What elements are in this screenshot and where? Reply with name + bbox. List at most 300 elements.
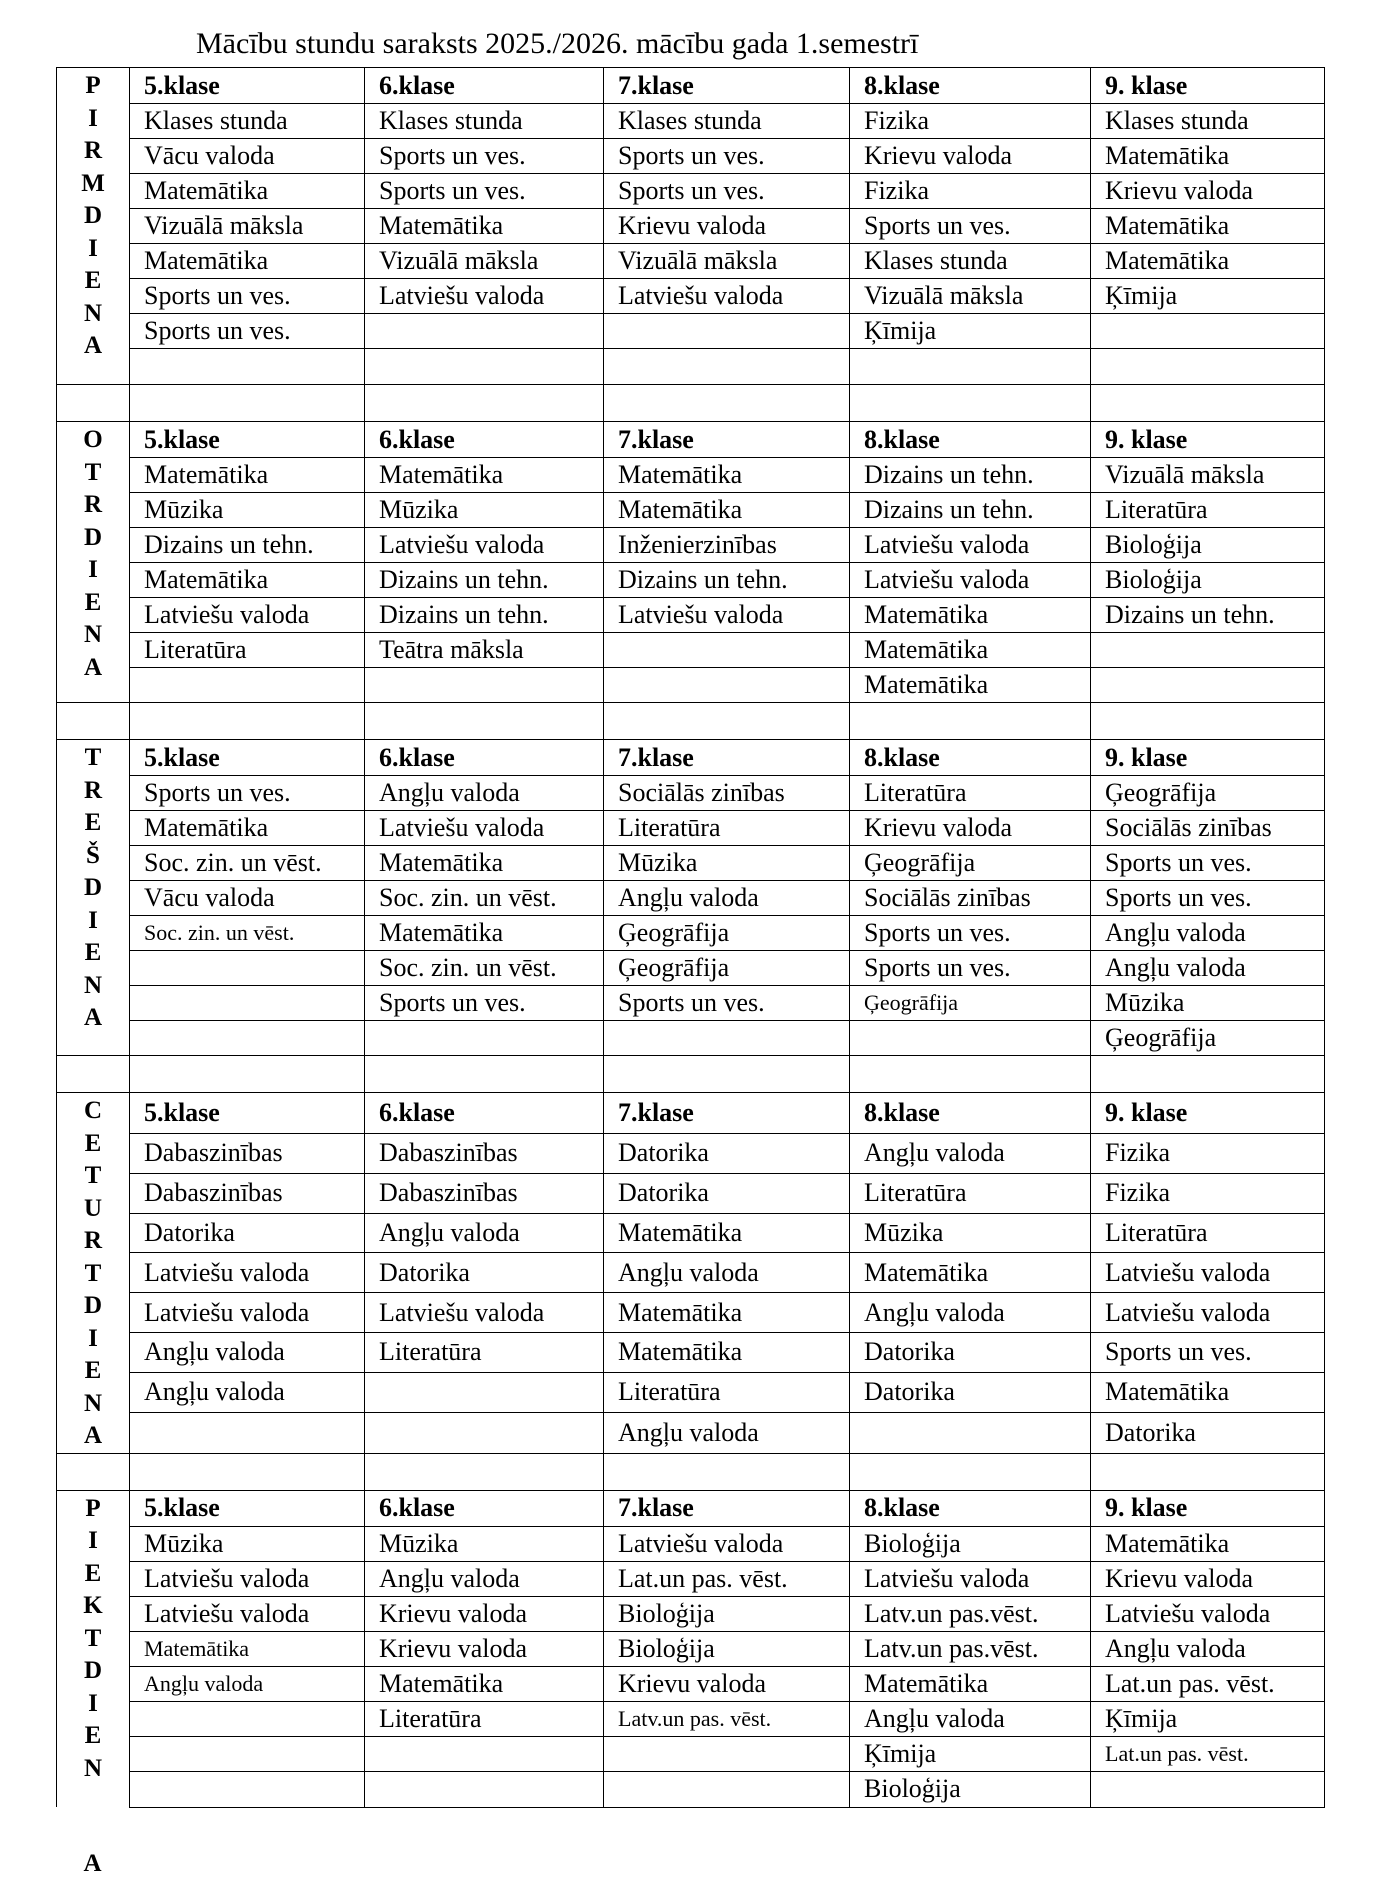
lesson-cell: Sports un ves. <box>130 314 365 349</box>
lesson-cell <box>130 1701 365 1736</box>
lesson-cell: Sociālās zinības <box>1091 811 1325 846</box>
day-separator-row <box>57 1056 1325 1093</box>
separator-cell <box>57 1453 130 1490</box>
lesson-cell: Mūzika <box>850 1213 1091 1253</box>
lesson-cell: Matemātika <box>365 846 604 881</box>
schedule-table <box>56 67 1325 1808</box>
lesson-cell: Vizuālā māksla <box>365 244 604 279</box>
lesson-cell: Sociālās zinības <box>604 776 850 811</box>
lesson-cell <box>130 1021 365 1056</box>
lesson-cell: Dizains un tehn. <box>365 563 604 598</box>
lesson-cell <box>365 1372 604 1412</box>
lesson-cell <box>130 1736 365 1771</box>
lesson-row <box>57 458 1325 493</box>
day-name-letter: R <box>83 776 103 804</box>
lesson-row <box>57 1293 1325 1333</box>
lesson-cell: Matemātika <box>130 811 365 846</box>
lesson-row <box>57 279 1325 314</box>
day-name-letter: A <box>83 332 103 359</box>
lesson-cell: Matemātika <box>850 1253 1091 1293</box>
lesson-cell: Angļu valoda <box>130 1372 365 1412</box>
lesson-cell <box>850 1021 1091 1056</box>
separator-cell <box>604 1056 850 1093</box>
lesson-cell: Sports un ves. <box>1091 1332 1325 1372</box>
lesson-cell <box>1091 349 1325 385</box>
day-name-letter: D <box>83 202 103 229</box>
day-name-letter: N <box>83 971 103 999</box>
day-separator-row <box>57 1453 1325 1490</box>
lesson-cell: Ģeogrāfija <box>604 951 850 986</box>
lesson-row <box>57 1771 1325 1807</box>
lesson-cell: Latviešu valoda <box>365 811 604 846</box>
class-header-cell: 6.klase <box>365 68 604 104</box>
lesson-cell: Latviešu valoda <box>1091 1293 1325 1333</box>
day-name-cell <box>57 1490 130 1807</box>
class-header-cell: 8.klase <box>850 740 1091 776</box>
lesson-row <box>57 1412 1325 1453</box>
lesson-cell: Klases stunda <box>850 244 1091 279</box>
lesson-cell: Angļu valoda <box>604 881 850 916</box>
lesson-cell: Lat.un pas. vēst. <box>1091 1666 1325 1701</box>
lesson-row <box>57 1133 1325 1173</box>
lesson-cell: Matemātika <box>130 244 365 279</box>
lesson-cell: Soc. zin. un vēst. <box>130 916 365 951</box>
lesson-row <box>57 1631 1325 1666</box>
lesson-cell <box>1091 314 1325 349</box>
lesson-cell: Krievu valoda <box>604 209 850 244</box>
lesson-row <box>57 881 1325 916</box>
lesson-cell: Matemātika <box>130 563 365 598</box>
lesson-cell: Latviešu valoda <box>365 279 604 314</box>
lesson-row <box>57 598 1325 633</box>
separator-cell <box>850 385 1091 422</box>
lesson-row <box>57 528 1325 563</box>
lesson-cell: Soc. zin. un vēst. <box>130 846 365 881</box>
day-name-letter: P <box>85 72 101 99</box>
class-header-cell: 8.klase <box>850 422 1091 458</box>
day-name-cell <box>57 740 130 1056</box>
separator-cell <box>365 385 604 422</box>
lesson-row <box>57 1213 1325 1253</box>
day-name-cell <box>57 1093 130 1454</box>
lesson-cell: Dabaszinības <box>365 1133 604 1173</box>
lesson-cell: Dizains un tehn. <box>365 598 604 633</box>
day-name-letter: Š <box>86 841 100 869</box>
lesson-cell <box>130 986 365 1021</box>
separator-cell <box>365 1453 604 1490</box>
lesson-cell: Sports un ves. <box>604 986 850 1021</box>
day-header-row <box>57 68 1325 104</box>
day-separator-row <box>57 385 1325 422</box>
lesson-cell: Matemātika <box>1091 209 1325 244</box>
lesson-cell <box>604 668 850 703</box>
lesson-cell: Dizains un tehn. <box>850 458 1091 493</box>
lesson-cell: Matemātika <box>130 174 365 209</box>
class-header-cell: 5.klase <box>130 1490 365 1526</box>
class-header-cell: 7.klase <box>604 1093 850 1134</box>
day-name-letter: K <box>83 1592 103 1619</box>
lesson-cell: Mūzika <box>604 846 850 881</box>
day-name-letter: O <box>83 426 103 453</box>
day-name-letter: C <box>83 1097 103 1124</box>
lesson-cell: Mūzika <box>130 1526 365 1561</box>
lesson-row <box>57 1701 1325 1736</box>
lesson-cell <box>365 1771 604 1807</box>
lesson-cell: Angļu valoda <box>365 1213 604 1253</box>
separator-cell <box>130 1453 365 1490</box>
lesson-cell: Klases stunda <box>365 104 604 139</box>
lesson-row <box>57 1253 1325 1293</box>
day-name-letter: I <box>88 1324 98 1352</box>
lesson-cell: Bioloģija <box>1091 563 1325 598</box>
lesson-cell: Matemātika <box>1091 1526 1325 1561</box>
lesson-row <box>57 1332 1325 1372</box>
separator-cell <box>130 703 365 740</box>
lesson-cell: Angļu valoda <box>850 1701 1091 1736</box>
lesson-cell <box>1091 668 1325 703</box>
lesson-cell: Vācu valoda <box>130 881 365 916</box>
day-name-letter: E <box>84 939 102 966</box>
lesson-cell: Fizika <box>1091 1173 1325 1213</box>
day-name-letter: I <box>88 234 98 262</box>
lesson-row <box>57 986 1325 1021</box>
lesson-row <box>57 1596 1325 1631</box>
day-name-letter: T <box>84 458 102 486</box>
day-name-letter: E <box>84 588 102 616</box>
day-name-letter: R <box>83 137 103 164</box>
class-header-cell: 5.klase <box>130 68 365 104</box>
lesson-cell: Angļu valoda <box>850 1293 1091 1333</box>
class-header-cell: 7.klase <box>604 740 850 776</box>
lesson-cell: Matemātika <box>130 458 365 493</box>
lesson-cell: Klases stunda <box>130 104 365 139</box>
lesson-cell: Angļu valoda <box>365 1561 604 1596</box>
lesson-cell: Dizains un tehn. <box>850 493 1091 528</box>
lesson-cell: Ģeogrāfija <box>850 986 1091 1021</box>
class-header-cell: 6.klase <box>365 1093 604 1134</box>
lesson-cell: Matemātika <box>604 458 850 493</box>
day-name-letter: T <box>84 1624 102 1652</box>
class-header-cell: 7.klase <box>604 1490 850 1526</box>
lesson-cell: Sports un ves. <box>365 986 604 1021</box>
lesson-cell: Dizains un tehn. <box>1091 598 1325 633</box>
lesson-cell: Datorika <box>850 1372 1091 1412</box>
lesson-cell: Matemātika <box>1091 139 1325 174</box>
lesson-cell: Bioloģija <box>1091 528 1325 563</box>
lesson-cell <box>1091 633 1325 668</box>
day-name-letter: T <box>84 1162 102 1189</box>
lesson-cell: Matemātika <box>850 1666 1091 1701</box>
lesson-cell: Sports un ves. <box>604 174 850 209</box>
day-header-row <box>57 740 1325 776</box>
separator-cell <box>57 703 130 740</box>
lesson-cell: Klases stunda <box>604 104 850 139</box>
day-name-letter: I <box>88 104 98 132</box>
lesson-cell: Datorika <box>604 1133 850 1173</box>
lesson-cell: Matemātika <box>604 1332 850 1372</box>
lesson-cell: Literatūra <box>130 633 365 668</box>
lesson-cell: Ģeogrāfija <box>850 846 1091 881</box>
lesson-row <box>57 1526 1325 1561</box>
lesson-cell: Latviešu valoda <box>130 1596 365 1631</box>
lesson-cell <box>130 668 365 703</box>
lesson-cell: Sports un ves. <box>1091 881 1325 916</box>
day-header-row <box>57 1093 1325 1134</box>
lesson-cell: Mūzika <box>1091 986 1325 1021</box>
lesson-row <box>57 1561 1325 1596</box>
class-header-cell: 7.klase <box>604 68 850 104</box>
lesson-cell: Latviešu valoda <box>850 528 1091 563</box>
lesson-cell: Soc. zin. un vēst. <box>365 881 604 916</box>
lesson-cell: Fizika <box>1091 1133 1325 1173</box>
lesson-cell: Krievu valoda <box>365 1631 604 1666</box>
separator-cell <box>57 1056 130 1093</box>
lesson-row <box>57 633 1325 668</box>
lesson-cell <box>365 314 604 349</box>
lesson-cell: Bioloģija <box>850 1526 1091 1561</box>
lesson-cell: Literatūra <box>365 1701 604 1736</box>
lesson-cell: Matemātika <box>604 1293 850 1333</box>
lesson-row <box>57 314 1325 349</box>
lesson-cell <box>604 633 850 668</box>
lesson-cell: Sports un ves. <box>130 776 365 811</box>
lesson-row <box>57 493 1325 528</box>
lesson-cell: Literatūra <box>365 1332 604 1372</box>
day-name-letter: N <box>83 1754 103 1782</box>
class-header-cell: 6.klase <box>365 422 604 458</box>
lesson-cell: Krievu valoda <box>604 1666 850 1701</box>
day-name-letter: A <box>83 1004 103 1031</box>
lesson-row <box>57 1666 1325 1701</box>
class-header-cell: 5.klase <box>130 740 365 776</box>
class-header-cell: 9. klase <box>1091 740 1325 776</box>
lesson-row <box>57 1021 1325 1056</box>
lesson-cell: Matemātika <box>604 493 850 528</box>
lesson-cell: Dabaszinības <box>130 1133 365 1173</box>
lesson-cell: Latviešu valoda <box>130 1293 365 1333</box>
day-name-letter: R <box>83 491 103 518</box>
lesson-cell: Angļu valoda <box>130 1666 365 1701</box>
lesson-cell: Sports un ves. <box>130 279 365 314</box>
lesson-cell: Sports un ves. <box>1091 846 1325 881</box>
lesson-row <box>57 846 1325 881</box>
lesson-cell: Mūzika <box>365 493 604 528</box>
separator-cell <box>365 1056 604 1093</box>
lesson-cell <box>850 349 1091 385</box>
lesson-cell <box>604 314 850 349</box>
day-header-row <box>57 1490 1325 1526</box>
lesson-cell: Angļu valoda <box>365 776 604 811</box>
lesson-cell: Krievu valoda <box>1091 174 1325 209</box>
class-header-cell: 8.klase <box>850 1490 1091 1526</box>
lesson-cell: Matemātika <box>130 1631 365 1666</box>
lesson-cell: Sports un ves. <box>365 139 604 174</box>
lesson-cell: Fizika <box>850 104 1091 139</box>
lesson-row <box>57 951 1325 986</box>
day-name-letter: D <box>83 523 103 551</box>
lesson-cell <box>130 1412 365 1453</box>
lesson-row <box>57 811 1325 846</box>
lesson-cell: Ķīmija <box>1091 1701 1325 1736</box>
lesson-cell: Ķīmija <box>850 314 1091 349</box>
separator-cell <box>57 385 130 422</box>
lesson-row <box>57 244 1325 279</box>
lesson-cell: Krievu valoda <box>1091 1561 1325 1596</box>
day-name-letter: I <box>88 1689 98 1717</box>
lesson-cell: Matemātika <box>365 1666 604 1701</box>
separator-cell <box>604 1453 850 1490</box>
lesson-cell: Latviešu valoda <box>365 528 604 563</box>
lesson-cell <box>130 951 365 986</box>
separator-cell <box>1091 385 1325 422</box>
lesson-cell: Matemātika <box>1091 1372 1325 1412</box>
lesson-cell <box>130 349 365 385</box>
day-name-letter: P <box>85 1494 101 1522</box>
lesson-cell: Latviešu valoda <box>1091 1596 1325 1631</box>
separator-cell <box>365 703 604 740</box>
lesson-cell: Ģeogrāfija <box>1091 1021 1325 1056</box>
lesson-cell <box>850 1412 1091 1453</box>
day-name-cell <box>57 68 130 385</box>
lesson-cell <box>365 1736 604 1771</box>
lesson-row <box>57 104 1325 139</box>
lesson-cell: Literatūra <box>850 1173 1091 1213</box>
day-name-letter: N <box>83 299 103 327</box>
lesson-row <box>57 1372 1325 1412</box>
lesson-cell: Matemātika <box>1091 244 1325 279</box>
lesson-cell: Dabaszinības <box>365 1173 604 1213</box>
lesson-cell <box>604 349 850 385</box>
lesson-cell: Datorika <box>130 1213 365 1253</box>
lesson-cell: Literatūra <box>604 1372 850 1412</box>
lesson-cell: Latviešu valoda <box>850 1561 1091 1596</box>
lesson-cell: Teātra māksla <box>365 633 604 668</box>
separator-cell <box>1091 1453 1325 1490</box>
lesson-cell: Vācu valoda <box>130 139 365 174</box>
lesson-cell: Latviešu valoda <box>130 598 365 633</box>
day-name-letter: T <box>84 744 102 771</box>
lesson-cell: Angļu valoda <box>1091 916 1325 951</box>
class-header-cell: 8.klase <box>850 68 1091 104</box>
day-name-letter: I <box>88 556 98 583</box>
day-name-letter: E <box>84 267 102 294</box>
day-name-letter: U <box>83 1194 103 1222</box>
lesson-cell: Angļu valoda <box>130 1332 365 1372</box>
day-name-letter: D <box>83 1657 103 1684</box>
day-name-letter: I <box>88 906 98 934</box>
lesson-cell: Klases stunda <box>1091 104 1325 139</box>
day-name-letter: D <box>83 874 103 901</box>
day-name-letter: E <box>84 1559 102 1587</box>
class-header-cell: 9. klase <box>1091 422 1325 458</box>
lesson-cell: Matemātika <box>365 209 604 244</box>
day-name-letter: D <box>83 1292 103 1319</box>
page-title: Mācību stundu saraksts 2025./2026. mācību gada 1.semestrī <box>196 27 919 60</box>
lesson-cell <box>604 1771 850 1807</box>
lesson-row <box>57 1173 1325 1213</box>
lesson-cell: Sports un ves. <box>850 209 1091 244</box>
lesson-row <box>57 139 1325 174</box>
lesson-cell: Angļu valoda <box>604 1253 850 1293</box>
lesson-cell: Vizuālā māksla <box>850 279 1091 314</box>
lesson-cell <box>1091 1771 1325 1807</box>
lesson-cell <box>365 1021 604 1056</box>
lesson-cell: Krievu valoda <box>850 139 1091 174</box>
class-header-cell: 6.klase <box>365 1490 604 1526</box>
lesson-cell: Lat.un pas. vēst. <box>604 1561 850 1596</box>
lesson-cell: Ķīmija <box>850 1736 1091 1771</box>
day-name-letter: R <box>83 1227 103 1254</box>
lesson-row <box>57 1736 1325 1771</box>
lesson-cell: Sports un ves. <box>850 916 1091 951</box>
day-header-row <box>57 422 1325 458</box>
lesson-cell: Sports un ves. <box>365 174 604 209</box>
lesson-cell: Inženierzinības <box>604 528 850 563</box>
lesson-row <box>57 209 1325 244</box>
day-name-cell <box>57 422 130 703</box>
separator-cell <box>604 385 850 422</box>
day-name-letter: A <box>83 653 103 681</box>
lesson-cell: Soc. zin. un vēst. <box>365 951 604 986</box>
lesson-cell: Fizika <box>850 174 1091 209</box>
lesson-cell <box>604 1021 850 1056</box>
day-name-letter: N <box>83 1389 103 1417</box>
lesson-cell: Ķīmija <box>1091 279 1325 314</box>
class-header-cell: 5.klase <box>130 1093 365 1134</box>
lesson-cell: Latv.un pas.vēst. <box>850 1631 1091 1666</box>
day-name-overflow-letter: A <box>83 1850 102 1877</box>
lesson-row <box>57 563 1325 598</box>
lesson-cell: Latv.un pas. vēst. <box>604 1701 850 1736</box>
lesson-cell: Bioloģija <box>604 1631 850 1666</box>
separator-cell <box>1091 703 1325 740</box>
day-name-letter: E <box>84 809 102 836</box>
lesson-cell: Latviešu valoda <box>604 279 850 314</box>
lesson-cell: Mūzika <box>130 493 365 528</box>
lesson-cell: Matemātika <box>850 633 1091 668</box>
lesson-cell: Datorika <box>1091 1412 1325 1453</box>
lesson-cell: Mūzika <box>365 1526 604 1561</box>
lesson-row <box>57 349 1325 385</box>
lesson-cell: Sociālās zinības <box>850 881 1091 916</box>
lesson-cell: Dabaszinības <box>130 1173 365 1213</box>
lesson-cell: Krievu valoda <box>850 811 1091 846</box>
class-header-cell: 9. klase <box>1091 68 1325 104</box>
lesson-row <box>57 668 1325 703</box>
day-name-letter: E <box>84 1129 102 1157</box>
lesson-cell: Ģeogrāfija <box>1091 776 1325 811</box>
lesson-row <box>57 174 1325 209</box>
day-separator-row <box>57 703 1325 740</box>
separator-cell <box>1091 1056 1325 1093</box>
day-name-letter: I <box>88 1527 98 1554</box>
lesson-cell: Latviešu valoda <box>850 563 1091 598</box>
class-header-cell: 5.klase <box>130 422 365 458</box>
lesson-cell: Matemātika <box>850 598 1091 633</box>
class-header-cell: 6.klase <box>365 740 604 776</box>
lesson-cell: Dizains un tehn. <box>130 528 365 563</box>
lesson-cell <box>365 1412 604 1453</box>
day-name-letter: N <box>83 621 103 648</box>
class-header-cell: 7.klase <box>604 422 850 458</box>
day-name-letter: A <box>83 1422 103 1449</box>
lesson-cell: Sports un ves. <box>850 951 1091 986</box>
day-name-letter: T <box>84 1259 102 1287</box>
lesson-cell: Angļu valoda <box>1091 951 1325 986</box>
day-name-letter: E <box>84 1357 102 1384</box>
lesson-cell: Lat.un pas. vēst. <box>1091 1736 1325 1771</box>
separator-cell <box>130 1056 365 1093</box>
